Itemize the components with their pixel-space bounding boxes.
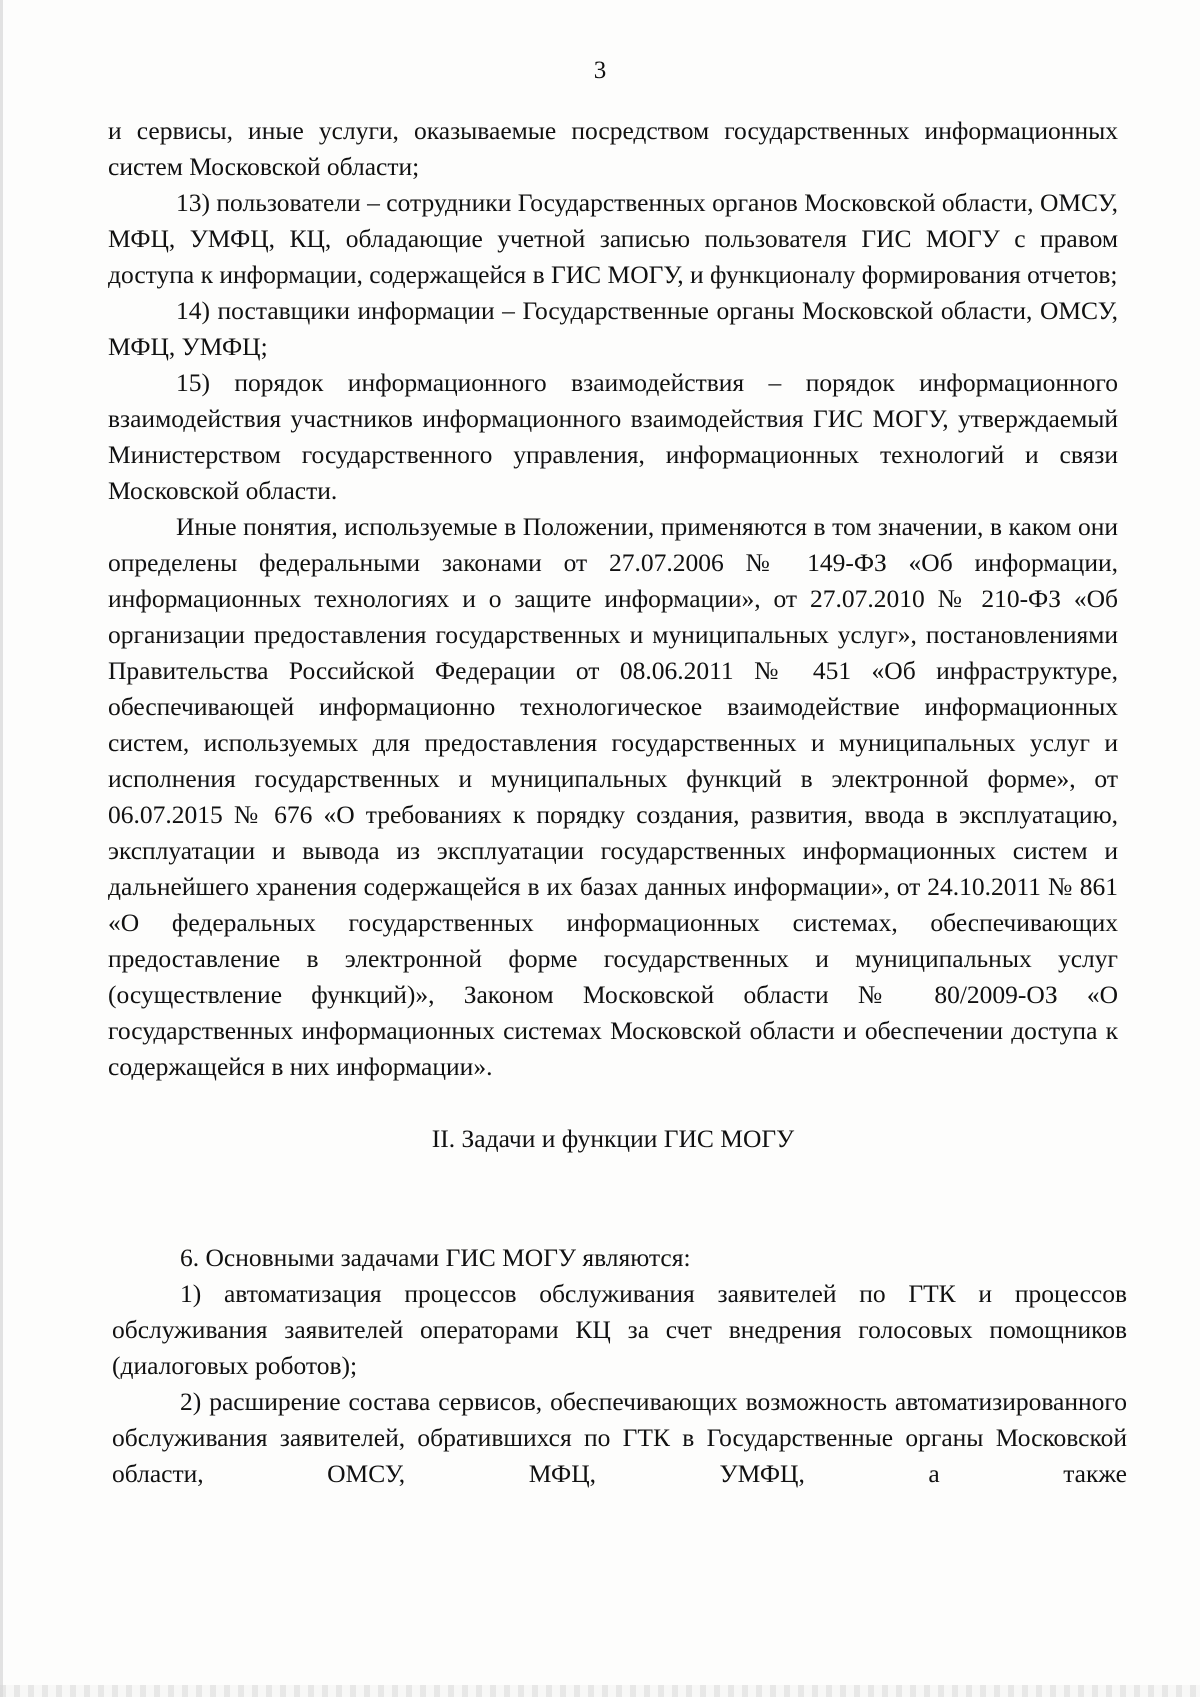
document-body [108,113,1118,1193]
paragraph-tasks-intro: 6. Основными задачами ГИС МОГУ являются: [180,1243,691,1272]
scan-edge-left [0,0,3,1697]
page-number: 3 [593,57,607,84]
paragraph-task-1: 1) автоматизация процессов обслуживания заявителей по ГТК и процессов обслуживания заявителей операторами КЦ за счет внедрения голосовых помощников (диалоговых роботов); [112,1279,1127,1380]
section-body [112,1240,1127,1492]
paragraph-other-terms: Иные понятия, используемые в Положении, применяются в том значении, в каком они определены федеральными законами от 27.07.2006 № 149-ФЗ «Об информации, информационных технологиях и о защите информации», от 27.07.2010 № 210-ФЗ «Об организации предоставления государственных и муниципальных услуг», постановлениями Правительства Российской Федерации от 08.06.2011 № 451 «Об инфраструктуре, обеспечивающей информационно технологическое взаимодействие информационных систем, используемых для предоставления государственных и муниципальных услуг и исполнения государственных и муниципальных функций в электронной форме», от 06.07.2015 № 676 «О требованиях к порядку создания, развития, ввода в эксплуатацию, эксплуатации и вывода из эксплуатации государственных информационных систем и дальнейшего хранения содержащейся в их базах данных информации», от 24.10.2011 № 861 «О федеральных государственных информационных системах, обеспечивающих предоставление в электронной форме государственных и муниципальных услуг (осуществление функций)», Законом Московской области № 80/2009-ОЗ «О государственных информационных системах Московской области и обеспечении доступа к содержащейся в них информации». [108,512,1118,1081]
paragraph-item-13: 13) пользователи – сотрудники Государственных органов Московской области, ОМСУ, МФЦ, УМФЦ, КЦ, обладающие учетной записью пользователя ГИС МОГУ с правом доступа к информации, содержащейся в ГИС МОГУ, и функционалу формирования отчетов; [108,188,1118,289]
paragraph-continuation: и сервисы, иные услуги, оказываемые посредством государственных информационных систем Московской области; [108,116,1118,181]
paragraph-item-14: 14) поставщики информации – Государственные органы Московской области, ОМСУ, МФЦ, УМФЦ; [108,296,1118,361]
paragraph-task-2: 2) расширение состава сервисов, обеспечивающих возможность автоматизированного обслуживания заявителей, обратившихся по ГТК в Государственные органы Московской области, ОМСУ, МФЦ, УМФЦ, а также [112,1387,1127,1488]
section-heading: II. Задачи и функции ГИС МОГУ [431,1124,795,1153]
paragraph-item-15: 15) порядок информационного взаимодействия – порядок информационного взаимодействия участников информационного взаимодействия ГИС МОГУ, утверждаемый Министерством государственного управления, информационных технологий и связи Московской области. [108,368,1118,505]
scan-edge-bottom [0,1685,1200,1697]
